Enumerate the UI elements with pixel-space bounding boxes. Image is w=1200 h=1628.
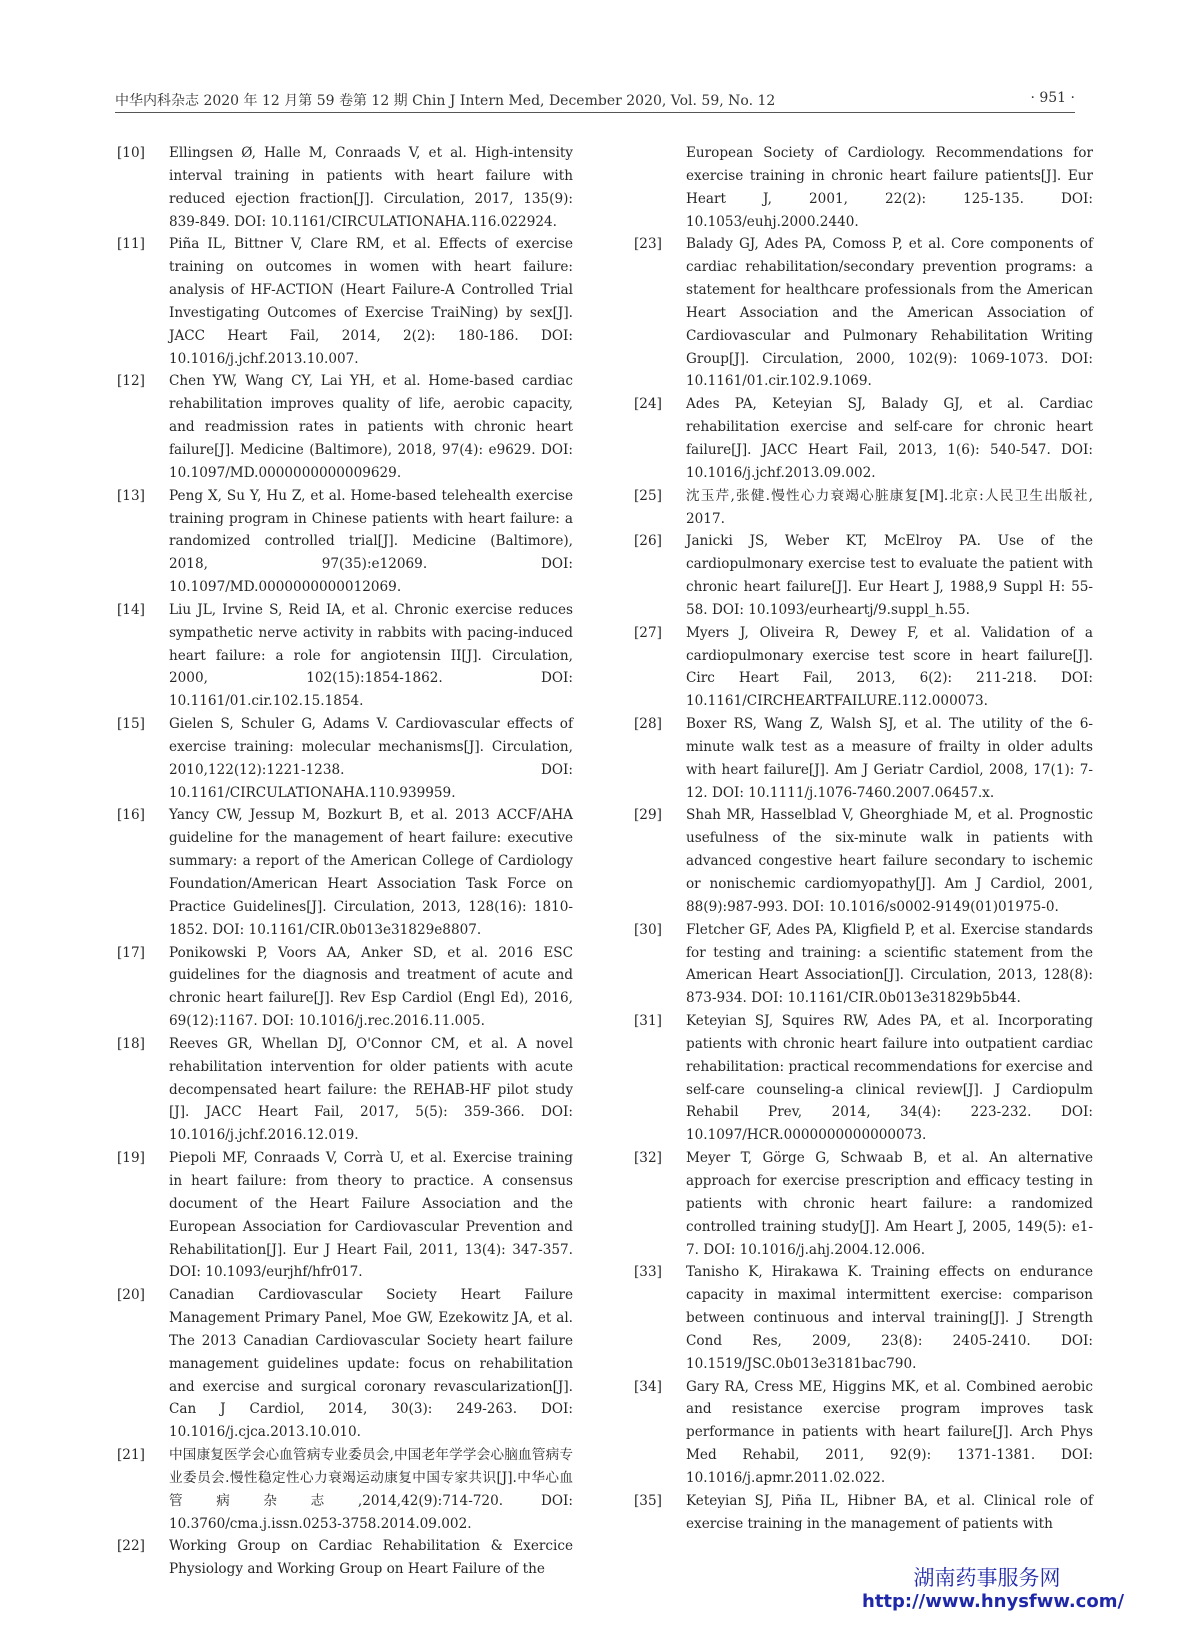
reference-number: [20] [117, 1287, 145, 1304]
reference-number: [30] [634, 921, 662, 938]
reference-item [117, 942, 573, 1033]
reference-number: [35] [634, 1492, 662, 1509]
reference-text: Liu JL, Irvine S, Reid IA, et al. Chronic exercise reduces sympathetic nerve activity in rabbits with pacing-induced heart failure: a role for angiotensin II[J]. Circulation, 2000, 102(15):1854-1862. DOI: 10.1161/01.cir.102.15.1854. [169, 601, 573, 710]
reference-number: [13] [117, 487, 145, 504]
watermark-site-name: 湖南药事服务网 [913, 1566, 1061, 1590]
reference-text: Ellingsen Ø, Halle M, Conraads V, et al. High-intensity interval training in patients with heart failure with reduced ejection fraction[J]. Circulation, 2017, 135(9): 839-849. DOI: 10.1161/CIRCULATIONAHA.116.022924. [169, 145, 573, 230]
reference-item [634, 1490, 1093, 1536]
reference-number: [19] [117, 1150, 145, 1167]
reference-text: Fletcher GF, Ades PA, Kligfield P, et al. Exercise standards for testing and training: a scientific statement from the American Heart Association[J]. Circulation, 2013, 128(8): 873-934. DOI: 10.1161/CIR.0b013e31829b5b44. [686, 921, 1093, 1007]
reference-number: [27] [634, 624, 662, 641]
reference-item [117, 142, 573, 233]
reference-text: Janicki JS, Weber KT, McElroy PA. Use of the cardiopulmonary exercise test to evaluate the patient with chronic heart failure[J]. Eur Heart J, 1988,9 Suppl H: 55-58. DOI: 10.1093/eurheartj/9.suppl_h.55. [686, 533, 1093, 618]
reference-item [634, 1376, 1093, 1490]
reference-item [634, 804, 1093, 918]
reference-item [117, 485, 573, 599]
reference-text: Gielen S, Schuler G, Adams V. Cardiovascular effects of exercise training: molecular mechanisms[J]. Circulation, 2010,122(12):1221-1238. DOI: 10.1161/CIRCULATIONAHA.110.939959. [169, 716, 573, 801]
reference-number: [32] [634, 1150, 662, 1167]
reference-number: [34] [634, 1378, 662, 1395]
reference-number: [31] [634, 1013, 662, 1030]
reference-number: [12] [117, 373, 145, 390]
reference-text: Shah MR, Hasselblad V, Gheorghiade M, et al. Prognostic usefulness of the six-minute walk in patients with advanced congestive heart failure secondary to ischemic or nonischemic cardiomyopathy[J]. Am J Cardiol, 2001, 88(9):987-993. DOI: 10.1016/s0002-9149(01)01975-0. [686, 807, 1093, 915]
reference-column-right [634, 142, 1093, 1535]
reference-item [117, 1444, 573, 1535]
reference-item [634, 393, 1093, 484]
reference-item [634, 622, 1093, 713]
reference-text: Meyer T, Görge G, Schwaab B, et al. An alternative approach for exercise prescription and efficacy testing in patients with chronic heart failure: a randomized controlled training study[J]. Am Heart J, 2005, 149(5): e1-7. DOI: 10.1016/j.ahj.2004.12.006. [686, 1150, 1093, 1258]
reference-text: Keteyian SJ, Squires RW, Ades PA, et al. Incorporating patients with chronic heart failure into outpatient cardiac rehabilitation: practical recommendations for exercise and self-care counseling-a clinical review[J]. J Cardiopulm Rehabil Prev, 2014, 34(4): 223-232. DOI: 10.1097/HCR.0000000000000073. [686, 1013, 1093, 1144]
reference-text: Reeves GR, Whellan DJ, O'Connor CM, et al. A novel rehabilitation intervention for older patients with acute decompensated heart failure: the REHAB-HF pilot study [J]. JACC Heart Fail, 2017, 5(5): 359-366. DOI: 10.1016/j.jchf.2016.12.019. [169, 1035, 573, 1144]
reference-text: Myers J, Oliveira R, Dewey F, et al. Validation of a cardiopulmonary exercise test score in heart failure[J]. Circ Heart Fail, 2013, 6(2): 211-218. DOI: 10.1161/CIRCHEARTFAILURE.112.000073. [686, 624, 1093, 710]
reference-number: [11] [117, 236, 145, 253]
reference-item [117, 804, 573, 941]
reference-text: Piepoli MF, Conraads V, Corrà U, et al. Exercise training in heart failure: from theory to practice. A consensus document of the Heart Failure Association and the European Association for Cardiovascular Prevention and Rehabilitation[J]. Eur J Heart Fail, 2011, 13(4): 347-357. DOI: 10.1093/eurjhf/hfr017. [169, 1150, 573, 1281]
reference-text: Gary RA, Cress ME, Higgins MK, et al. Combined aerobic and resistance exercise program improves task performance in patients with heart failure[J]. Arch Phys Med Rehabil, 2011, 92(9): 1371-1381. DOI: 10.1016/j.apmr.2011.02.022. [686, 1378, 1093, 1486]
journal-citation: 中华内科杂志 2020 年 12 月第 59 卷第 12 期 Chin J Intern Med, December 2020, Vol. 59, No. 12 [115, 93, 776, 109]
reference-number: [18] [117, 1035, 145, 1052]
reference-item [117, 1033, 573, 1147]
reference-item [634, 485, 1093, 531]
reference-column-left [117, 142, 573, 1581]
reference-number: [25] [634, 487, 662, 504]
reference-number: [28] [634, 716, 662, 733]
reference-item [634, 919, 1093, 1010]
reference-number: [16] [117, 807, 145, 824]
reference-text: Peng X, Su Y, Hu Z, et al. Home-based telehealth exercise training program in Chinese patients with heart failure: a randomized controlled trial[J]. Medicine (Baltimore), 2018, 97(35):e12069. DOI: 10.1097/MD.0000000000012069. [169, 487, 573, 596]
reference-number: [23] [634, 236, 662, 253]
reference-number: [17] [117, 944, 145, 961]
reference-text: Chen YW, Wang CY, Lai YH, et al. Home-based cardiac rehabilitation improves quality of life, aerobic capacity, and readmission rates in patients with chronic heart failure[J]. Medicine (Baltimore), 2018, 97(4): e9629. DOI: 10.1097/MD.0000000000009629. [169, 373, 573, 481]
reference-text: Canadian Cardiovascular Society Heart Failure Management Primary Panel, Moe GW, Ezekowitz JA, et al. The 2013 Canadian Cardiovascular Society heart failure management guidelines update: focus on rehabilitation and exercise and surgical coronary revascularization[J]. Can J Cardiol, 2014, 30(3): 249-263. DOI: 10.1016/j.cjca.2013.10.010. [169, 1287, 573, 1441]
reference-item [634, 713, 1093, 804]
reference-text: Keteyian SJ, Piña IL, Hibner BA, et al. Clinical role of exercise training in the management of patients with [686, 1492, 1093, 1532]
reference-text: 沈玉芹,张健.慢性心力衰竭心脏康复[M].北京:人民卫生出版社, 2017. [686, 487, 1093, 527]
reference-item [117, 1147, 573, 1284]
reference-text: Ponikowski P, Voors AA, Anker SD, et al. 2016 ESC guidelines for the diagnosis and treatment of acute and chronic heart failure[J]. Rev Esp Cardiol (Engl Ed), 2016, 69(12):1167. DOI: 10.1016/j.rec.2016.11.005. [169, 944, 573, 1030]
reference-text: Working Group on Cardiac Rehabilitation & Exercice Physiology and Working Group on Heart Failure of the [169, 1538, 573, 1578]
watermark [862, 1565, 1125, 1613]
reference-item [634, 530, 1093, 621]
reference-item [117, 370, 573, 484]
reference-text: 中国康复医学会心血管病专业委员会,中国老年学学会心脑血管病专业委员会.慢性稳定性心力衰竭运动康复中国专家共识[J].中华心血管病杂志,2014,42(9):714-720. DOI: 10.3760/cma.j.issn.0253-3758.2014.09.002. [169, 1447, 573, 1532]
reference-number: [24] [634, 396, 662, 413]
reference-number: [33] [634, 1264, 662, 1281]
reference-item [117, 233, 573, 370]
reference-number: [26] [634, 533, 662, 550]
running-header [115, 84, 1075, 113]
reference-item [117, 1535, 573, 1581]
reference-text: Balady GJ, Ades PA, Comoss P, et al. Core components of cardiac rehabilitation/secondary prevention programs: a statement for healthcare professionals from the American Heart Association and the American Association of Cardiovascular and Pulmonary Rehabilitation Writing Group[J]. Circulation, 2000, 102(9): 1069-1073. DOI: 10.1161/01.cir.102.9.1069. [686, 236, 1093, 390]
reference-number: [29] [634, 807, 662, 824]
reference-number: [14] [117, 601, 145, 618]
reference-item [117, 599, 573, 713]
reference-text: Tanisho K, Hirakawa K. Training effects on endurance capacity in maximal intermittent exercise: comparison between continuous and interval training[J]. J Strength Cond Res, 2009, 23(8): 2405-2410. DOI: 10.1519/JSC.0b013e3181bac790. [686, 1264, 1093, 1372]
reference-number: [15] [117, 716, 145, 733]
reference-text: Ades PA, Keteyian SJ, Balady GJ, et al. Cardiac rehabilitation exercise and self-care for chronic heart failure[J]. JACC Heart Fail, 2013, 1(6): 540-547. DOI: 10.1016/j.jchf.2013.09.002. [686, 396, 1093, 481]
reference-text: Yancy CW, Jessup M, Bozkurt B, et al. 2013 ACCF/AHA guideline for the management of heart failure: executive summary: a report of the American College of Cardiology Foundation/American Heart Association Task Force on Practice Guidelines[J]. Circulation, 2013, 128(16): 1810-1852. DOI: 10.1161/CIR.0b013e31829e8807. [169, 807, 573, 938]
page-number: · 951 · [1030, 90, 1075, 106]
reference-text: Piña IL, Bittner V, Clare RM, et al. Effects of exercise training on outcomes in women with heart failure: analysis of HF-ACTION (Heart Failure-A Controlled Trial Investigating Outcomes of Exercise TraiNing) by sex[J]. JACC Heart Fail, 2014, 2(2): 180-186. DOI: 10.1016/j.jchf.2013.10.007. [169, 236, 573, 367]
reference-number: [10] [117, 145, 145, 161]
watermark-url: http://www.hnysfww.com/ [862, 1591, 1125, 1612]
reference-item [634, 1261, 1093, 1375]
reference-number: [21] [117, 1447, 145, 1464]
reference-number: [22] [117, 1538, 145, 1555]
reference-item [634, 1010, 1093, 1147]
reference-item [117, 1284, 573, 1444]
reference-continuation: European Society of Cardiology. Recommendations for exercise training in chronic heart failure patients[J]. Eur Heart J, 2001, 22(2): 125-135. DOI: 10.1053/euhj.2000.2440. [686, 145, 1093, 230]
reference-item [634, 1147, 1093, 1261]
reference-item [634, 233, 1093, 393]
reference-item [117, 713, 573, 804]
reference-text: Boxer RS, Wang Z, Walsh SJ, et al. The utility of the 6-minute walk test as a measure of frailty in older adults with heart failure[J]. Am J Geriatr Cardiol, 2008, 17(1): 7-12. DOI: 10.1111/j.1076-7460.2007.06457.x. [686, 716, 1093, 801]
